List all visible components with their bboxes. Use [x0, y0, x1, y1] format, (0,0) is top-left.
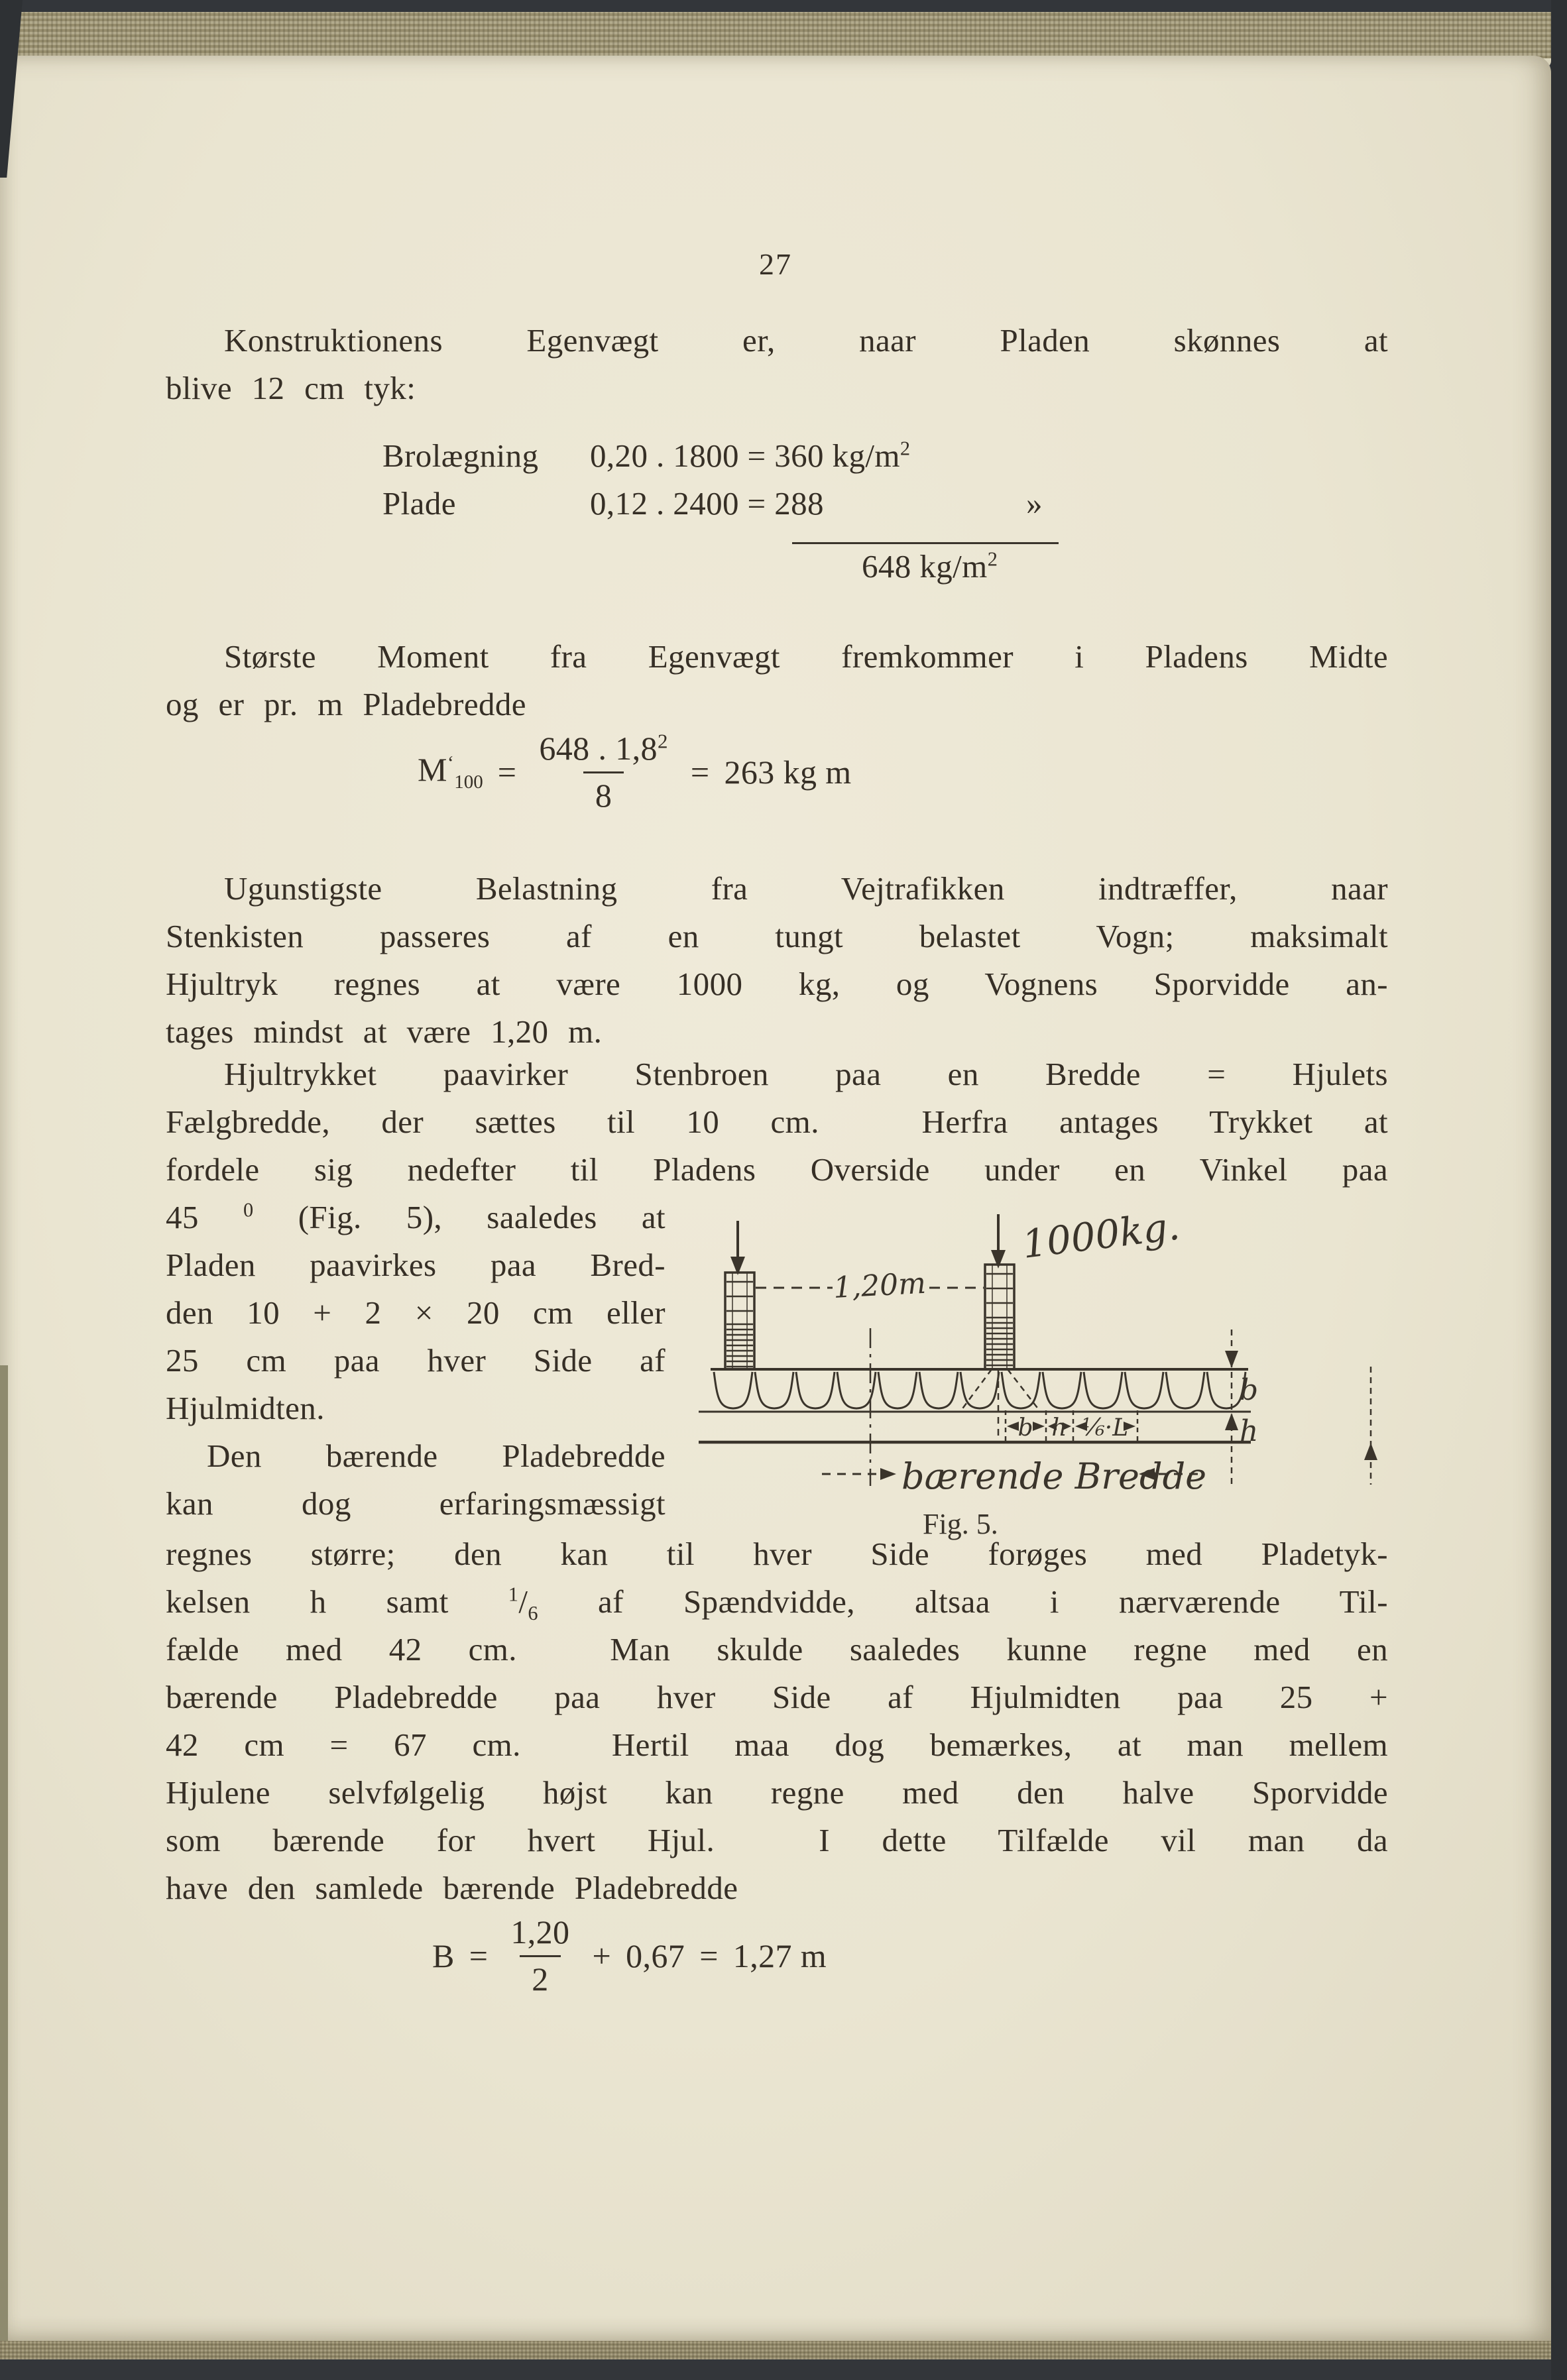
moment-fraction: [531, 729, 676, 815]
dim-arrow: [1033, 1422, 1045, 1431]
text-line: tages mindst at være 1,20 m.: [166, 1013, 603, 1050]
text-line: Hjultryk regnes at være 1000 kg, og Vognens Sporvidde an-: [166, 966, 1388, 1002]
dim-arrow-up: [1364, 1443, 1377, 1460]
text-line: Konstruktionens Egenvægt er, naar Pladen skønnes at: [224, 322, 1388, 359]
paragraph-hjultryk: [166, 1050, 1388, 1194]
text-line: kan dog erfaringsmæssigt: [166, 1485, 666, 1522]
text-line: Pladen paavirkes paa Bred-: [166, 1247, 666, 1283]
formula-moment: [418, 729, 852, 815]
load-value-label: 1000kg.: [1019, 1203, 1183, 1267]
dim-arrow-up: [1225, 1413, 1238, 1430]
text-line: og er pr. m Pladebredde: [166, 686, 526, 722]
text-line: Hjulmidten.: [166, 1390, 325, 1426]
paving-stones: [714, 1372, 1246, 1408]
calc-row1-label: Brolægning: [382, 437, 539, 474]
width-symbol: B: [432, 1937, 455, 1974]
calc-row1-expression: 0,20 . 1800 = 360 $kg/m^2$: [590, 437, 911, 474]
equals-sign: =: [690, 753, 710, 791]
fraction-denominator: 2: [520, 1955, 560, 1998]
text-line: bærende Pladebredde paa hver Side af Hjulmidten paa 25 +: [166, 1679, 1388, 1715]
dim-sixth-span-label: ⅙·L: [1081, 1414, 1129, 1442]
text-line: som bærende for hvert Hjul. I dette Tilfælde vil man da: [166, 1822, 1388, 1858]
backdrop-right: [1551, 0, 1567, 2380]
width-term: 0,67: [626, 1937, 685, 1974]
text-line: regnes større; den kan til hver Side forøges med Pladetyk-: [166, 1536, 1388, 1572]
text-line: Ugunstigste Belastning fra Vejtrafikken indtræffer, naar: [224, 870, 1388, 907]
dim-h-label: h: [1051, 1414, 1067, 1442]
page-number: 27: [759, 247, 792, 281]
paragraph-egenvaegt: [166, 317, 1388, 412]
bearing-arrow-right: [880, 1468, 896, 1480]
plus-sign: +: [592, 1937, 612, 1974]
paragraph-moment: [166, 633, 1388, 728]
load-spread-dash: [1008, 1369, 1039, 1410]
bearing-width-label: bærende Bredde: [901, 1455, 1207, 1497]
paragraph-hjultryk-narrow: [166, 1194, 666, 1528]
dim-b-label: b: [1017, 1414, 1033, 1442]
equals-sign: =: [469, 1937, 489, 1974]
figure-caption: Fig. 5.: [923, 1508, 998, 1540]
text-line: Hjultrykket paavirker Stenbroen paa en Bredde = Hjulets: [224, 1056, 1388, 1092]
book-cloth-left: [0, 1365, 8, 2345]
text-line: blive 12 cm tyk:: [166, 370, 416, 406]
calc-row2-label: Plade: [382, 485, 456, 522]
dim-arrow: [1007, 1422, 1019, 1431]
calc-sum-rule: [792, 542, 1059, 544]
text-line: fælde med 42 cm. Man skulde saaledes kunne regne med en: [166, 1631, 1388, 1668]
paragraph-belastning: [166, 865, 1388, 1056]
dim-arrow-down: [1225, 1351, 1238, 1368]
moment-symbol: $M^‘_{100}$: [418, 751, 483, 793]
figure-5: [689, 1173, 1419, 1558]
equals-sign: =: [699, 1937, 719, 1974]
fraction-denominator: 8: [583, 771, 624, 815]
text-line: Stenkisten passeres af en tungt belastet Vogn; maksimalt: [166, 918, 1388, 954]
book-cloth-bottom: [0, 2341, 1559, 2359]
text-line: have den samlede bærende Pladebredde: [166, 1870, 738, 1906]
wheel-left: [725, 1273, 754, 1369]
equals-sign: =: [497, 753, 517, 791]
calc-total: 648 $kg/m^2$: [862, 547, 998, 585]
load-spread-dash: [961, 1369, 992, 1410]
paragraph-pladebredde: [166, 1530, 1388, 1912]
fraction-numerator: 648 . $1,8^2$: [539, 729, 668, 767]
formula-width: [432, 1913, 827, 1998]
text-line: 45 $^0$ (Fig. 5), saaledes at: [166, 1198, 666, 1235]
moment-result: 263 kg m: [724, 753, 852, 791]
text-line: Hjulene selvfølgelig højst kan regne med den halve Sporvidde: [166, 1774, 1388, 1811]
text-line: den 10 + 2 × 20 cm eller: [166, 1294, 666, 1331]
calc-row2-expression: 0,12 . 2400 = 288: [590, 485, 824, 522]
load-arrowhead-right: [991, 1250, 1006, 1269]
width-result: 1,27 m: [732, 1937, 827, 1974]
width-fraction: [502, 1913, 577, 1998]
fraction-numerator: 1,20: [510, 1913, 570, 1951]
book-cloth-top: [0, 12, 1567, 61]
plate-depth-label: h: [1240, 1414, 1259, 1448]
text-line: Største Moment fra Egenvægt fremkommer i Pladens Midte: [224, 638, 1388, 675]
text-line: Den bærende Pladebredde: [207, 1438, 666, 1474]
text-line: fordele sig nedefter til Pladens Overside under en Vinkel paa: [166, 1151, 1388, 1188]
text-line: kelsen h samt $^1/_6$ af Spændvidde, altsaa i nærværende Til-: [166, 1583, 1389, 1624]
text-line: 25 cm paa hver Side af: [166, 1342, 666, 1379]
calc-row2-ditto: »: [1026, 485, 1043, 522]
track-width-label: 1,20m: [832, 1266, 927, 1305]
stone-depth-label: b: [1240, 1373, 1259, 1407]
text-line: Fælgbredde, der sættes til 10 cm. Herfra antages Trykket at: [166, 1104, 1388, 1140]
text-line: 42 cm = 67 cm. Hertil maa dog bemærkes, at man mellem: [166, 1727, 1388, 1763]
